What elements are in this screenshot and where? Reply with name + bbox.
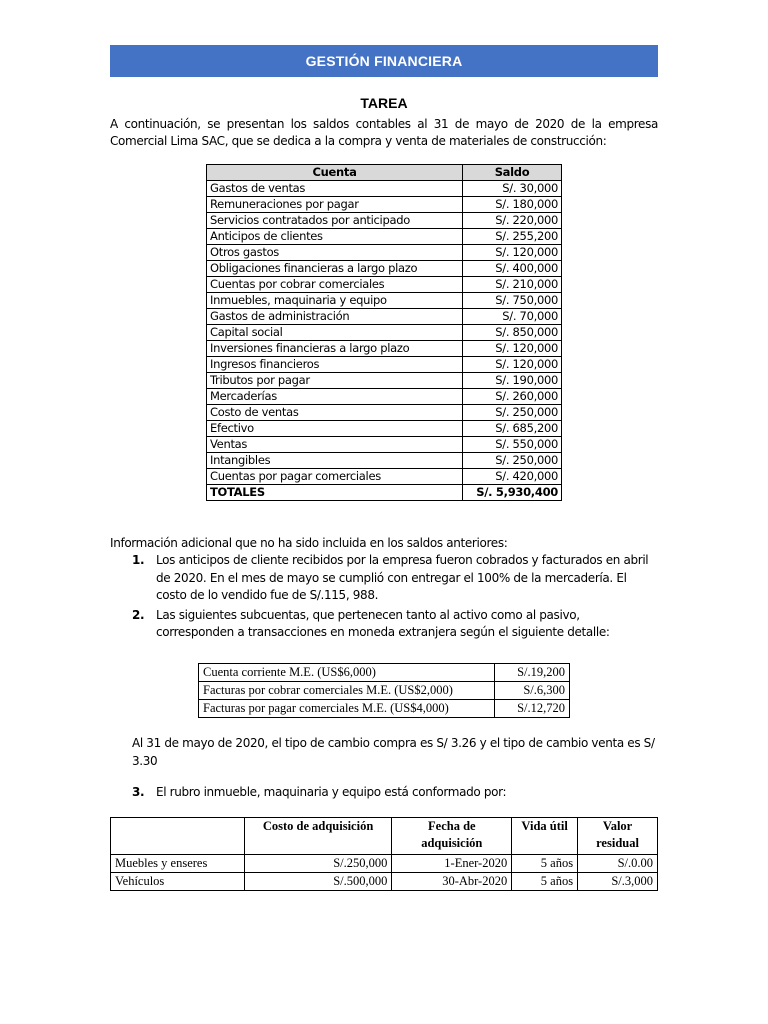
account-name-cell: Gastos de administración	[207, 309, 463, 325]
additional-info-heading: Información adicional que no ha sido incluida en los saldos anteriores:	[110, 536, 508, 550]
table-cell: S/.500,000	[244, 873, 392, 891]
balances-table	[206, 164, 562, 501]
table-cell: 1-Ener-2020	[392, 855, 512, 873]
additional-info-list	[132, 552, 660, 644]
table-row	[207, 293, 562, 309]
table-row	[207, 437, 562, 453]
account-name-cell: Cuentas por pagar comerciales	[207, 469, 463, 485]
list-item	[132, 784, 662, 801]
exchange-rate-paragraph: Al 31 de mayo de 2020, el tipo de cambio compra es S/ 3.26 y el tipo de cambio venta es S/ 3.30	[132, 736, 655, 768]
account-name-cell: Intangibles	[207, 453, 463, 469]
balance-cell: S/. 850,000	[463, 325, 562, 341]
account-name-cell: Ingresos financieros	[207, 357, 463, 373]
balance-cell: S/. 250,000	[463, 405, 562, 421]
column-header-saldo: Saldo	[463, 165, 562, 181]
table-row	[207, 421, 562, 437]
balance-cell: S/. 120,000	[463, 245, 562, 261]
balance-cell: S/. 120,000	[463, 357, 562, 373]
column-header-vida: Vida útil	[512, 818, 578, 855]
table-row	[207, 453, 562, 469]
balance-cell: S/. 70,000	[463, 309, 562, 325]
page-title: TAREA	[360, 95, 408, 111]
table-row	[207, 325, 562, 341]
account-name-cell: Inmuebles, maquinaria y equipo	[207, 293, 463, 309]
assets-header-row	[111, 818, 658, 855]
account-name-cell: Cuentas por cobrar comerciales	[207, 277, 463, 293]
table-row	[207, 373, 562, 389]
account-name-cell: Anticipos de clientes	[207, 229, 463, 245]
table-cell: Vehículos	[111, 873, 245, 891]
table-cell: Facturas por cobrar comerciales M.E. (US$2,000)	[199, 682, 495, 700]
table-row	[207, 389, 562, 405]
balance-cell: S/. 30,000	[463, 181, 562, 197]
account-name-cell: Efectivo	[207, 421, 463, 437]
table-row	[111, 855, 658, 873]
balance-cell: S/. 220,000	[463, 213, 562, 229]
account-name-cell: Costo de ventas	[207, 405, 463, 421]
table-row	[207, 469, 562, 485]
totals-value: S/. 5,930,400	[463, 485, 562, 501]
table-cell: 5 años	[512, 855, 578, 873]
table-cell: 5 años	[512, 873, 578, 891]
table-cell: S/.12,720	[495, 700, 570, 718]
list-item	[132, 552, 660, 605]
account-name-cell: Otros gastos	[207, 245, 463, 261]
balance-cell: S/. 180,000	[463, 197, 562, 213]
list-item-text: Las siguientes subcuentas, que pertenecen tanto al activo como al pasivo, corresponden a transacciones en moneda extranjera según el siguiente detalle:	[156, 607, 610, 639]
balance-cell: S/. 210,000	[463, 277, 562, 293]
table-row	[207, 357, 562, 373]
table-row	[111, 873, 658, 891]
balance-cell: S/. 120,000	[463, 341, 562, 357]
column-header-fecha: Fecha de adquisición	[392, 818, 512, 855]
table-row	[199, 682, 570, 700]
table-row	[199, 664, 570, 682]
foreign-currency-table	[198, 663, 570, 718]
table-row	[207, 197, 562, 213]
totals-label: TOTALES	[207, 485, 463, 501]
banner-title: GESTIÓN FINANCIERA	[110, 45, 658, 77]
list-item-number: 3.	[132, 785, 145, 799]
account-name-cell: Obligaciones financieras a largo plazo	[207, 261, 463, 277]
balance-cell: S/. 255,200	[463, 229, 562, 245]
account-name-cell: Remuneraciones por pagar	[207, 197, 463, 213]
account-name-cell: Gastos de ventas	[207, 181, 463, 197]
table-row	[207, 229, 562, 245]
account-name-cell: Tributos por pagar	[207, 373, 463, 389]
list-item-text: Los anticipos de cliente recibidos por la empresa fueron cobrados y facturados en abril de 2020. En el mes de mayo se cumplió con entregar el 100% de la mercadería. El costo de lo vendido fue de S/.115, 988.	[156, 553, 649, 602]
balance-cell: S/. 750,000	[463, 293, 562, 309]
table-cell: S/.6,300	[495, 682, 570, 700]
balance-cell: S/. 685,200	[463, 421, 562, 437]
table-cell: Facturas por pagar comerciales M.E. (US$4,000)	[199, 700, 495, 718]
column-header-cuenta: Cuenta	[207, 165, 463, 181]
table-row	[207, 309, 562, 325]
account-name-cell: Ventas	[207, 437, 463, 453]
list-item-number: 1.	[132, 553, 145, 567]
table-row	[207, 213, 562, 229]
account-name-cell: Mercaderías	[207, 389, 463, 405]
list-item	[132, 607, 660, 642]
table-row	[207, 245, 562, 261]
column-header-valor: Valor residual	[578, 818, 658, 855]
balance-cell: S/. 190,000	[463, 373, 562, 389]
balance-cell: S/. 400,000	[463, 261, 562, 277]
table-row	[199, 700, 570, 718]
table-cell: S/.19,200	[495, 664, 570, 682]
column-header-blank	[111, 818, 245, 855]
balance-cell: S/. 260,000	[463, 389, 562, 405]
table-cell: Muebles y enseres	[111, 855, 245, 873]
balance-cell: S/. 250,000	[463, 453, 562, 469]
table-cell: 30-Abr-2020	[392, 873, 512, 891]
table-row	[207, 405, 562, 421]
table-cell: Cuenta corriente M.E. (US$6,000)	[199, 664, 495, 682]
balances-header-row	[207, 165, 562, 181]
account-name-cell: Capital social	[207, 325, 463, 341]
table-cell: S/.3,000	[578, 873, 658, 891]
table-row	[207, 277, 562, 293]
table-cell: S/.0.00	[578, 855, 658, 873]
assets-table	[110, 817, 658, 891]
balance-cell: S/. 420,000	[463, 469, 562, 485]
table-row	[207, 261, 562, 277]
intro-paragraph: A continuación, se presentan los saldos contables al 31 de mayo de 2020 de la empresa Comercial Lima SAC, que se dedica a la compra y venta de materiales de construcción:	[110, 117, 658, 148]
account-name-cell: Servicios contratados por anticipado	[207, 213, 463, 229]
list-item-number: 2.	[132, 607, 145, 622]
balance-cell: S/. 550,000	[463, 437, 562, 453]
table-row	[207, 341, 562, 357]
table-row	[207, 181, 562, 197]
account-name-cell: Inversiones financieras a largo plazo	[207, 341, 463, 357]
table-cell: S/.250,000	[244, 855, 392, 873]
list-item-text: El rubro inmueble, maquinaria y equipo está conformado por:	[156, 785, 507, 799]
column-header-costo: Costo de adquisición	[244, 818, 392, 855]
totals-row	[207, 485, 562, 501]
